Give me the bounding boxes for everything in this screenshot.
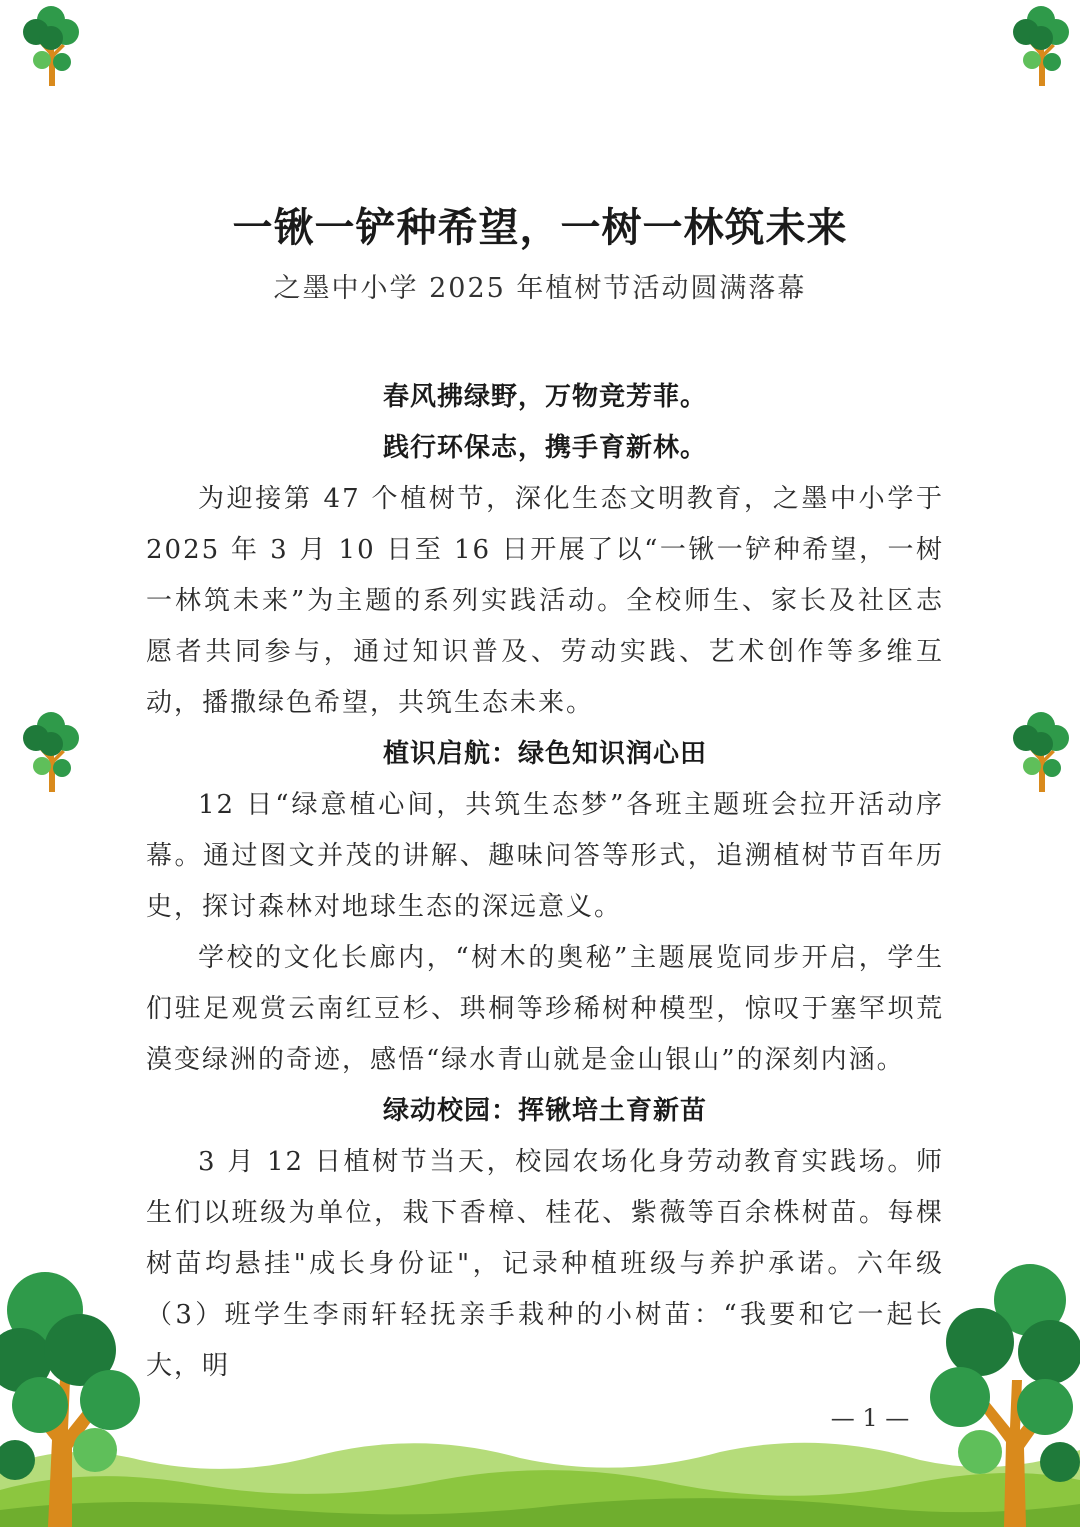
document-body — [146, 372, 944, 1392]
large-tree-icon-right — [920, 1262, 1080, 1527]
section-2-paragraph-1: 3 月 12 日植树节当天，校园农场化身劳动教育实践场。师生们以班级为单位，栽下香樟、桂花、紫薇等百余株树苗。每棵树苗均悬挂"成长身份证"，记录种植班级与养护承诺。六年级（3）班学生李雨轩轻抚亲手栽种的小树苗：“我要和它一起长大，明 — [146, 1147, 944, 1381]
tree-icon-mid-left — [18, 708, 84, 792]
section-1-paragraph-1: 12 日“绿意植心间，共筑生态梦”各班主题班会拉开活动序幕。通过图文并茂的讲解、趣味问答等形式，追溯植树节百年历史，探讨森林对地球生态的深远意义。 — [146, 790, 944, 922]
document-title: 一锹一铲种希望，一树一林筑未来 — [232, 204, 848, 251]
document-subtitle: 之墨中小学 2025 年植树节活动圆满落幕 — [273, 273, 807, 304]
tree-icon-top-left — [18, 2, 84, 86]
section-heading-2: 绿动校园：挥锹培土育新苗 — [382, 1096, 707, 1126]
intro-paragraph: 为迎接第 47 个植树节，深化生态文明教育，之墨中小学于 2025 年 3 月 10 日至 16 日开展了以“一锹一铲种希望，一树一林筑未来”为主题的系列实践活动。全校师生、家长及社区志愿者共同参与，通过知识普及、劳动实践、艺术创作等多维互动，播撒绿色希望，共筑生态未来。 — [146, 484, 944, 718]
tree-icon-top-right — [1008, 2, 1074, 86]
tree-icon-mid-right — [1008, 708, 1074, 792]
couplet-line-1: 春风拂绿野，万物竞芳菲。 — [382, 382, 707, 412]
large-tree-icon-left — [0, 1270, 150, 1527]
section-heading-1: 植识启航：绿色知识润心田 — [382, 739, 707, 769]
page-number: — 1 — — [830, 1404, 910, 1432]
grass-ground-decoration — [0, 1430, 1080, 1527]
section-1-paragraph-2: 学校的文化长廊内，“树木的奥秘”主题展览同步开启，学生们驻足观赏云南红豆杉、珙桐等珍稀树种模型，惊叹于塞罕坝荒漠变绿洲的奇迹，感悟“绿水青山就是金山银山”的深刻内涵。 — [146, 943, 944, 1075]
couplet-line-2: 践行环保志，携手育新林。 — [382, 433, 707, 463]
